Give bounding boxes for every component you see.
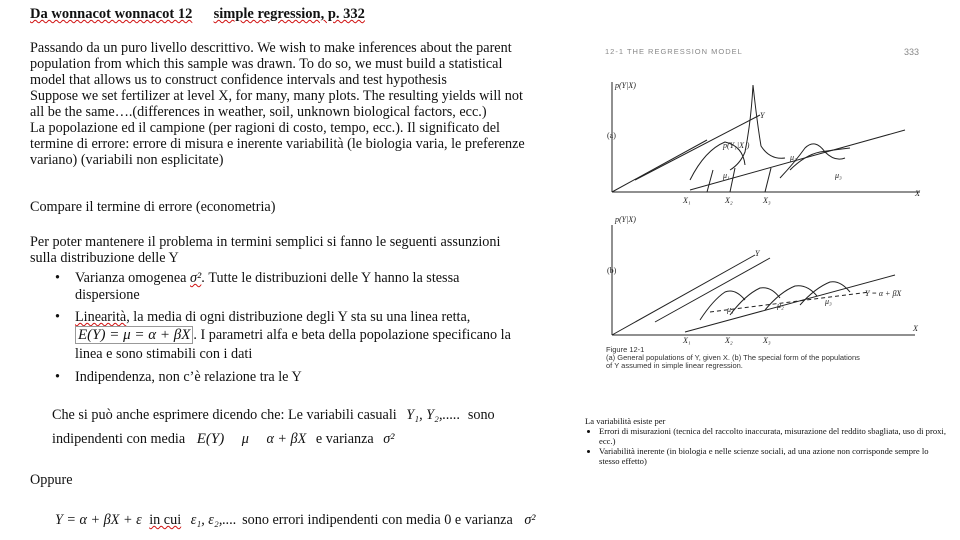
regression-line bbox=[710, 292, 870, 312]
mu1-label-b: μ₁ bbox=[727, 305, 734, 314]
linearity-equation-line bbox=[75, 327, 511, 343]
express-text-a: Che si può anche esprimere dicendo che: Le variabili casuali bbox=[52, 407, 397, 423]
figure-caption-line2: of Y assumed in simple linear regression. bbox=[606, 361, 743, 370]
bullet-dot: • bbox=[55, 309, 60, 325]
bullet-linearita bbox=[75, 309, 470, 325]
figure-caption-line1: (a) General populations of Y, given X. (b) The special form of the populations bbox=[606, 353, 860, 362]
para1-line-5: all be the same….(differences in weather, soil, unknown biological factors, ecc.) bbox=[30, 104, 487, 120]
drop-line-x1 bbox=[707, 170, 713, 192]
mu3-label-a: μ₃ bbox=[835, 171, 842, 180]
bullet-indipendenza: Indipendenza, non c’è relazione tra le Y bbox=[75, 369, 302, 385]
bullet-varianza-text: . Tutte le distribuzioni delle Y hanno la stessa bbox=[201, 270, 460, 286]
distribution-a2 bbox=[730, 85, 785, 170]
x1-label-a: X₁ bbox=[683, 196, 691, 205]
express-line-2 bbox=[52, 431, 395, 447]
intro-line-2: sulla distribuzione delle Y bbox=[30, 250, 179, 266]
figure-page-number: 333 bbox=[904, 47, 920, 57]
linearity-text: . I parametri alfa e beta della popolazione specificano la bbox=[193, 327, 511, 343]
book-reference: Da wonnacot wonnacot 12 bbox=[30, 6, 193, 22]
conditional-label: p(Y₁|X₁) bbox=[723, 141, 750, 150]
bullet-dot: • bbox=[55, 369, 60, 385]
section-reference: simple regression, p. 332 bbox=[213, 6, 365, 22]
figure-caption-title: Figure 12-1 bbox=[606, 345, 645, 354]
axis-b-depth bbox=[612, 255, 755, 335]
bullet-varianza-line2: dispersione bbox=[75, 287, 140, 303]
drop-line-x3 bbox=[765, 168, 771, 192]
plane-line-b2 bbox=[685, 275, 895, 332]
express-text-c: indipendenti con media bbox=[52, 431, 186, 447]
random-variables: Y₁, Y₂,..... bbox=[406, 407, 461, 423]
drop-line-x2 bbox=[730, 168, 735, 192]
x2-label-a: X₂ bbox=[725, 196, 733, 205]
variability-list bbox=[585, 426, 950, 466]
y-label-a: Y bbox=[760, 111, 765, 120]
bullet-varianza bbox=[75, 270, 459, 286]
panel-a-label: (a) bbox=[607, 131, 616, 140]
sigma-squared-3: σ² bbox=[524, 512, 536, 528]
linearity-equation: E(Y) = μ = α + βX bbox=[75, 326, 193, 344]
regression-line-label: Y = α + βX bbox=[865, 289, 902, 298]
page-title bbox=[30, 6, 365, 22]
plane-line-a2 bbox=[690, 130, 905, 190]
variability-item-measurement: • Errori di misurazioni (tecnica del raccolto inaccurata, misurazione del reddito sbagliata, uso di proxi, ecc.) bbox=[599, 426, 950, 446]
plane-line-b1 bbox=[655, 258, 770, 322]
panel-b-label: (b) bbox=[607, 266, 617, 275]
figure-page-header: 12-1 THE REGRESSION MODEL bbox=[605, 47, 743, 56]
y-label-b: Y bbox=[755, 249, 760, 258]
bullet-varianza-label: Varianza omogenea bbox=[75, 270, 187, 286]
bullet-linearita-text: , la media di ogni distribuzione degli Y sta su una linea retta, bbox=[126, 309, 471, 325]
final-text: sono errori indipendenti con media 0 e varianza bbox=[242, 512, 513, 528]
x3-label-b: X₃ bbox=[763, 336, 771, 345]
express-text-d: e varianza bbox=[315, 431, 374, 447]
oppure-label: Oppure bbox=[30, 472, 73, 488]
variability-box bbox=[585, 416, 950, 466]
para1-line-8: variano) (variabili non esplicitate) bbox=[30, 152, 224, 168]
regression-figure bbox=[595, 60, 945, 380]
y-axis-label-a: p(Y|X) bbox=[615, 81, 636, 90]
x-label-a: X bbox=[915, 189, 920, 198]
sigma-squared: σ² bbox=[190, 270, 202, 286]
para1-line-7: termine di errore: errore di misura e inerente variabilità (le biologia varia, le preferenze bbox=[30, 136, 525, 152]
mu-symbol: μ bbox=[241, 431, 249, 447]
final-equation-line bbox=[55, 512, 536, 528]
y-axis-label-b: p(Y|X) bbox=[615, 215, 636, 224]
variability-item-inherent: • Variabilità inerente (in biologia e nelle scienze sociali, ad una azione non corrisponde sempre lo stesso effetto) bbox=[599, 446, 950, 466]
mu2-label-a: μ₂ bbox=[790, 153, 797, 162]
mu2-label-b: μ₂ bbox=[777, 301, 784, 310]
para1-line-2: population from which this sample was drawn. To do so, we must build a statistical bbox=[30, 56, 503, 72]
in-cui: in cui bbox=[149, 512, 182, 528]
bullet-dot: • bbox=[55, 270, 60, 286]
express-text-b: sono bbox=[467, 407, 495, 423]
intro-line-1: Per poter mantenere il problema in termini semplici si fanno le seguenti assunzioni bbox=[30, 234, 501, 250]
para1-line-3: model that allows us to construct confidence intervals and test hypothesis bbox=[30, 72, 447, 88]
epsilon-series: ε₁, ε₂,.... bbox=[190, 512, 237, 528]
x2-label-b: X₂ bbox=[725, 336, 733, 345]
regression-equation: Y = α + βX + ε bbox=[55, 512, 142, 528]
variability-title: La variabilità esiste per bbox=[585, 416, 666, 426]
x-label-b: X bbox=[913, 324, 918, 333]
x3-label-a: X₃ bbox=[763, 196, 771, 205]
bullet-linearita-label: Linearità bbox=[75, 309, 127, 325]
compare-heading: Compare il termine di errore (econometria) bbox=[30, 199, 276, 215]
bullet-linearita-line3: linea e sono stimabili con i dati bbox=[75, 346, 253, 362]
alpha-beta-x: α + βX bbox=[266, 431, 307, 447]
sigma-squared-2: σ² bbox=[383, 431, 395, 447]
mu3-label-b: μ₃ bbox=[825, 297, 832, 306]
para1-line-6: La popolazione ed il campione (per ragioni di costo, tempo, ecc.). Il significato del bbox=[30, 120, 500, 136]
para1-line-1: Passando da un puro livello descrittivo. We wish to make inferences about the parent bbox=[30, 40, 512, 56]
x1-label-b: X₁ bbox=[683, 336, 691, 345]
express-line-1 bbox=[52, 407, 495, 423]
expected-value: E(Y) bbox=[196, 431, 225, 447]
mu1-label-a: μ₁ bbox=[723, 171, 730, 180]
para1-line-4: Suppose we set fertilizer at level X, for many, many plots. The resulting yields will not bbox=[30, 88, 523, 104]
axis-a-depth bbox=[612, 140, 707, 192]
